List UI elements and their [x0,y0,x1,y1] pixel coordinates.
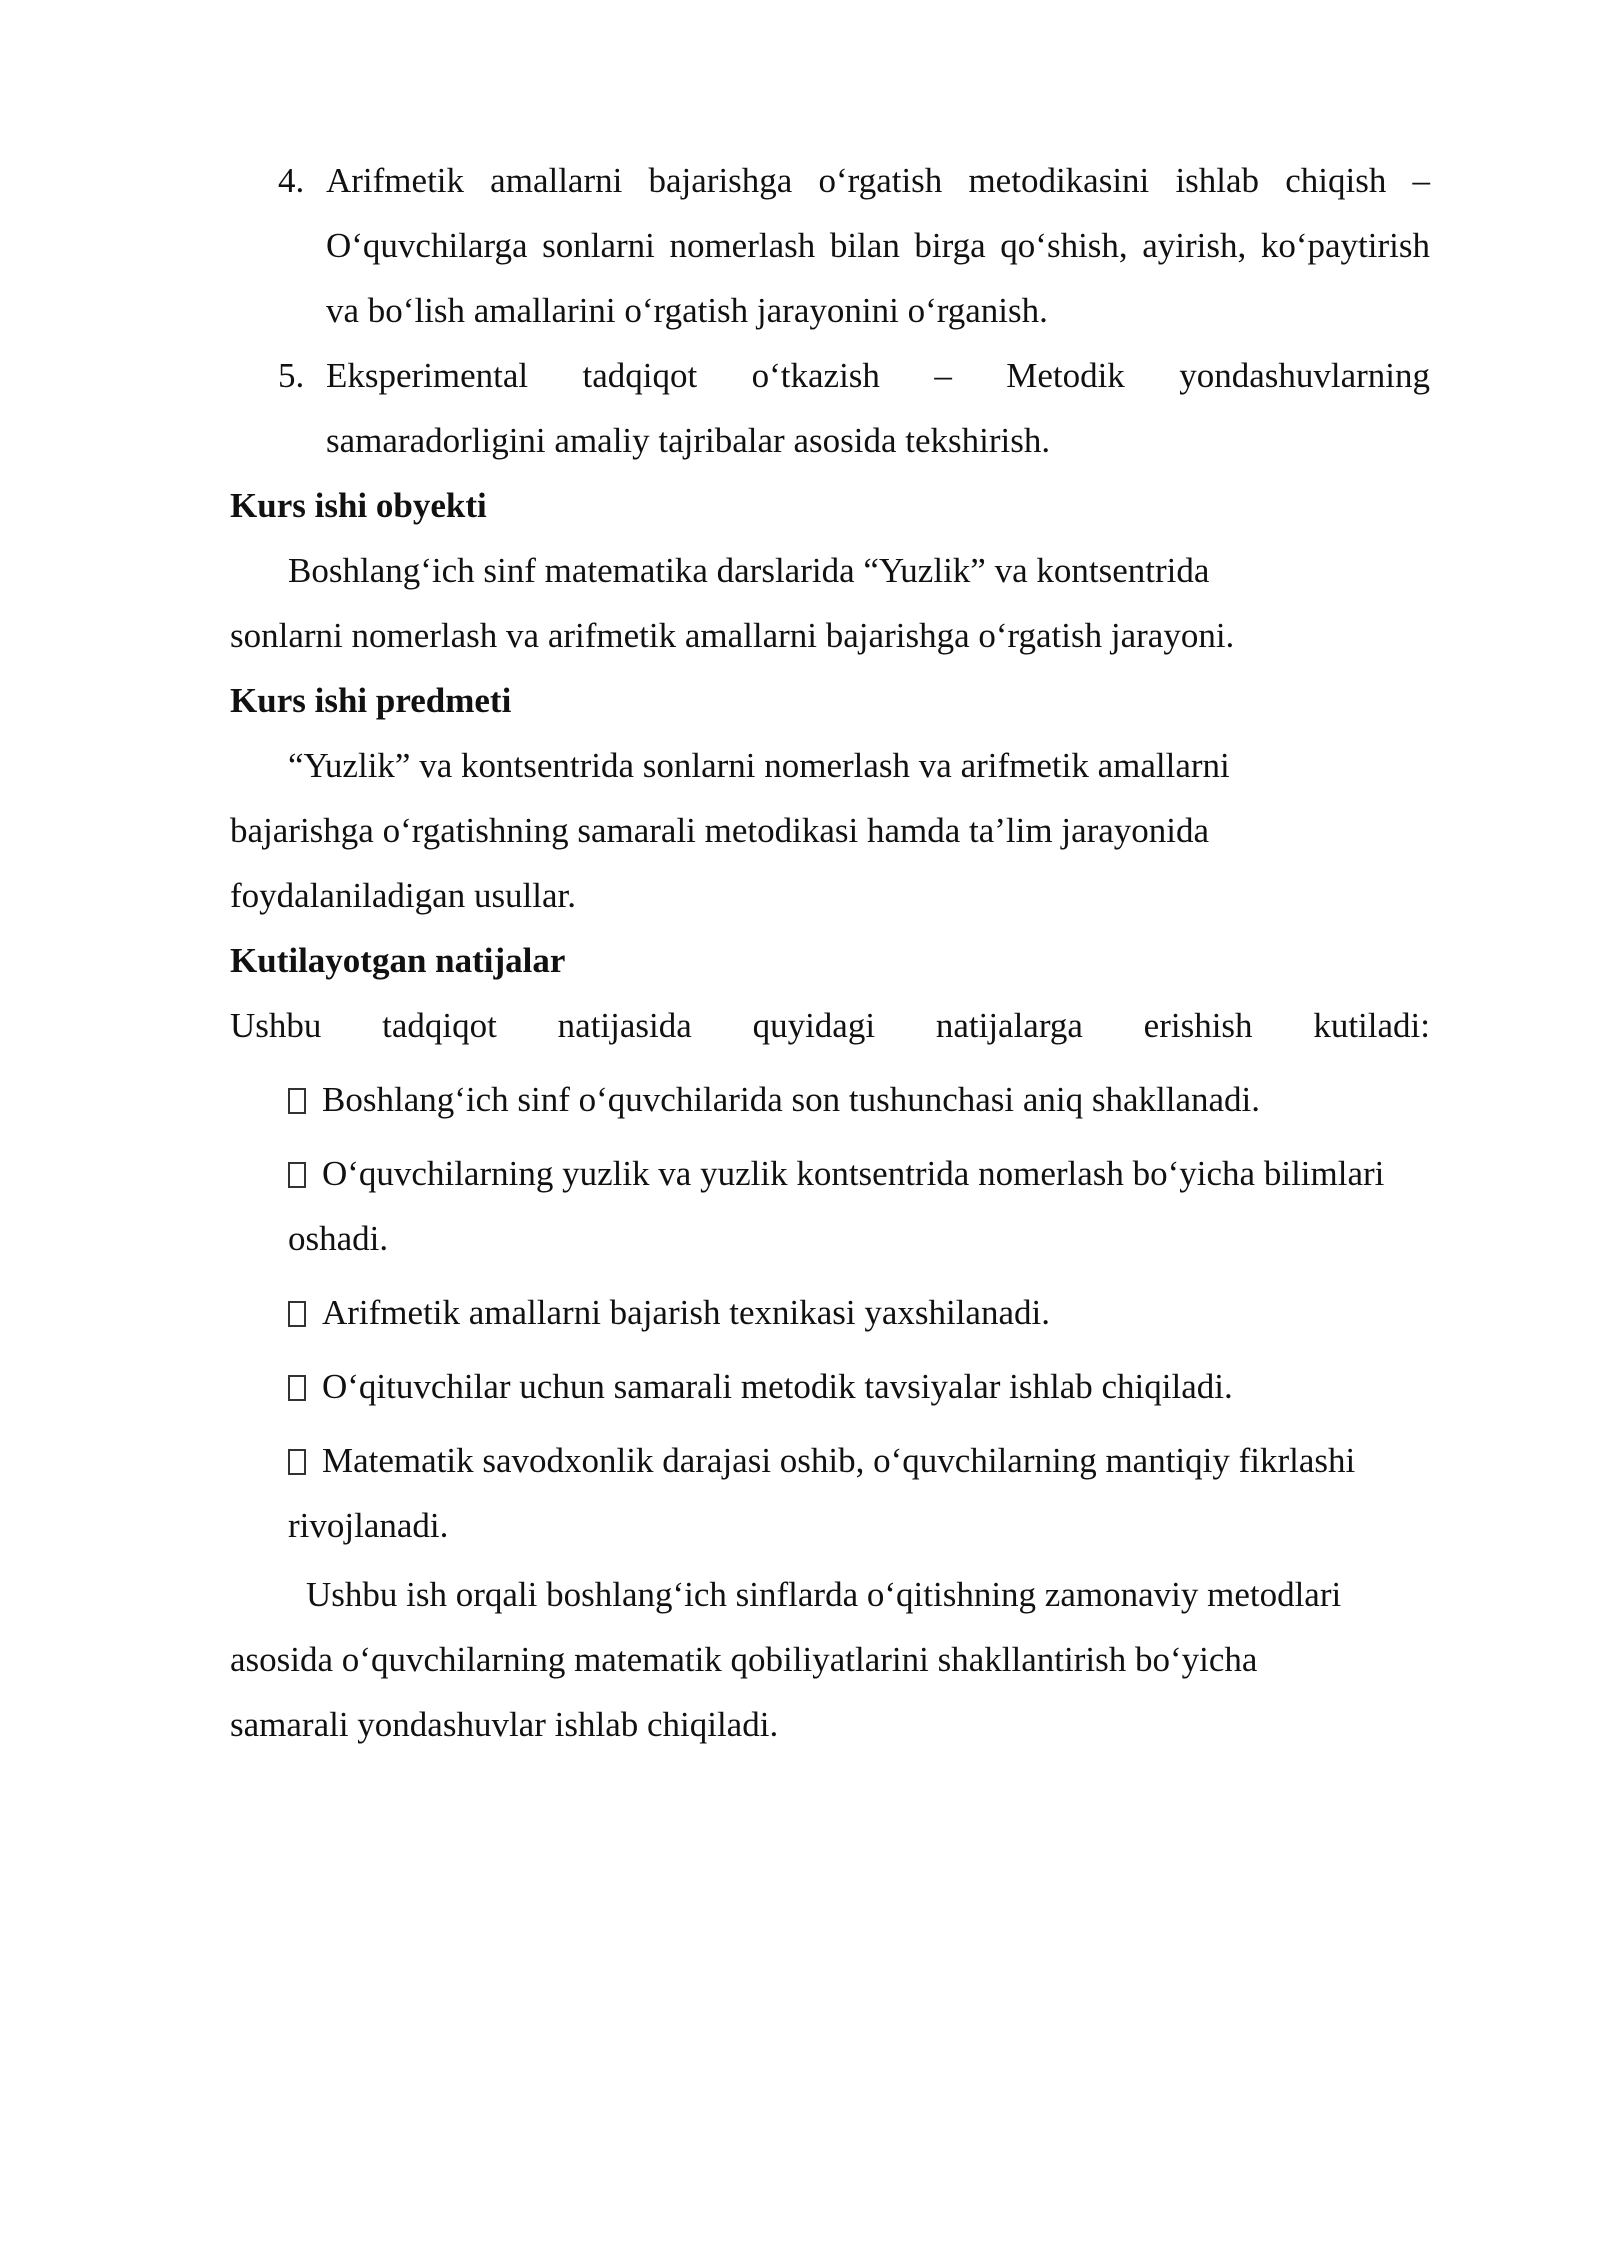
missing-glyph-bullet-icon [288,1301,306,1327]
subject-line-3: foydalaniladigan usullar. [230,876,577,915]
missing-glyph-bullet-icon [288,1162,306,1188]
result-bullet [230,1141,1430,1271]
result-bullet [230,1280,1430,1345]
bullet-text: O‘quvchilarning yuzlik va yuzlik kontsentrida nomerlash bo‘yicha bilimlari oshadi. [288,1154,1385,1258]
missing-glyph-bullet-icon [288,1088,306,1114]
subject-line-1: “Yuzlik” va kontsentrida sonlarni nomerlash va arifmetik amallarni [288,746,1230,785]
bullet-text: Boshlang‘ich sinf o‘quvchilarida son tushunchasi aniq shakllanadi. [322,1080,1261,1119]
conclusion-line-2: asosida o‘quvchilarning matematik qobiliyatlarini shakllantirish bo‘yicha [230,1640,1258,1679]
item-text: Arifmetik amallarni bajarishga o‘rgatish metodikasini ishlab chiqish – O‘quvchilarga sonlarni nomerlash bilan birga qo‘shish, ayirish, ko‘paytirish va bo‘lish amallarini o‘rgatish jarayonini o‘rganish. [326,161,1430,330]
item-text: Eksperimental tadqiqot o‘tkazish – Metodik yondashuvlarning samaradorligini amaliy tajribalar asosida tekshirish. [326,356,1430,460]
bullet-text: O‘qituvchilar uchun samarali metodik tavsiyalar ishlab chiqiladi. [322,1367,1233,1406]
section-heading-object: Kurs ishi obyekti [230,486,487,525]
bullet-text: Arifmetik amallarni bajarish texnikasi yaxshilanadi. [322,1293,1050,1332]
numbered-item-4 [230,148,1430,343]
result-bullet [230,1067,1430,1132]
item-number: 5. [278,356,305,395]
bullet-text: Matematik savodxonlik darajasi oshib, o‘quvchilarning mantiqiy fikrlashi rivojlanadi. [288,1441,1356,1545]
conclusion-line-3: samarali yondashuvlar ishlab chiqiladi. [230,1705,779,1744]
object-line-1: Boshlang‘ich sinf matematika darslarida “Yuzlik” va kontsentrida [288,551,1210,590]
missing-glyph-bullet-icon [288,1375,306,1401]
document-body [230,148,1430,1757]
result-bullet [230,1354,1430,1419]
section-heading-results: Kutilayotgan natijalar [230,941,566,980]
object-line-2: sonlarni nomerlash va arifmetik amallarni bajarishga o‘rgatish jarayoni. [230,616,1235,655]
item-number: 4. [278,161,305,200]
conclusion-line-1: Ushbu ish orqali boshlang‘ich sinflarda o‘qitishning zamonaviy metodlari [306,1575,1342,1614]
section-heading-subject: Kurs ishi predmeti [230,681,512,720]
numbered-item-5 [230,343,1430,473]
results-intro: Ushbu tadqiqot natijasida quyidagi natijalarga erishish kutiladi: [230,1006,1430,1045]
result-bullet [230,1428,1430,1558]
missing-glyph-bullet-icon [288,1449,306,1475]
subject-line-2: bajarishga o‘rgatishning samarali metodikasi hamda ta’lim jarayonida [230,811,1210,850]
